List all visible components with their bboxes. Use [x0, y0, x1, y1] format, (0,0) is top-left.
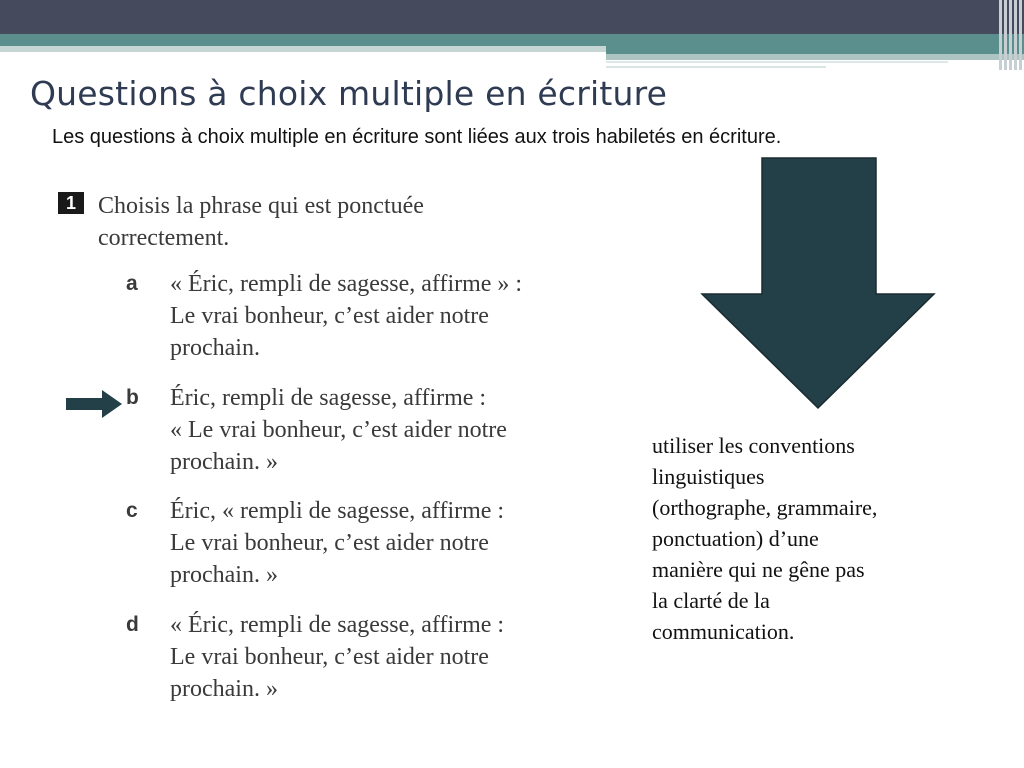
option-line: Le vrai bonheur, c’est aider notre — [170, 530, 489, 556]
side-note-line: la clarté de la — [652, 588, 770, 613]
header-line-short — [606, 66, 826, 68]
option-line: Le vrai bonheur, c’est aider notre — [170, 303, 489, 329]
header-stripes — [992, 0, 1022, 70]
header-bar-teal — [0, 34, 1024, 46]
option-letter: c — [126, 499, 138, 522]
side-note-line: utiliser les conventions — [652, 433, 855, 458]
side-note-line: ponctuation) d’une — [652, 526, 819, 551]
option-line: prochain. » — [170, 562, 278, 588]
option-line: Éric, rempli de sagesse, affirme : — [170, 385, 487, 411]
down-arrow-icon — [700, 156, 936, 412]
side-note-line: linguistiques — [652, 464, 765, 489]
option-letter: d — [126, 613, 139, 636]
side-note — [652, 430, 962, 647]
right-arrow-icon — [66, 390, 122, 418]
option-line: « Le vrai bonheur, c’est aider notre — [170, 417, 507, 443]
option-letter: b — [126, 386, 139, 409]
slide-subtitle: Les questions à choix multiple en écriture sont liées aux trois habiletés en écriture. — [52, 126, 782, 148]
question-prompt — [98, 190, 528, 254]
header-bar-step — [606, 46, 1024, 54]
header-bar-dark — [0, 0, 1024, 34]
option-letter: a — [126, 272, 138, 295]
option-line: « Éric, rempli de sagesse, affirme » : — [170, 271, 523, 297]
question-prompt-line: Choisis la phrase qui est ponctuée — [98, 193, 424, 219]
option-line: prochain. » — [170, 449, 278, 475]
side-note-line: communication. — [652, 619, 795, 644]
side-note-line: (orthographe, grammaire, — [652, 495, 878, 520]
question-number: 1 — [58, 192, 84, 214]
header-bar-step-light — [606, 54, 1024, 60]
option-line: Éric, « rempli de sagesse, affirme : — [170, 498, 505, 524]
option-line: « Éric, rempli de sagesse, affirme : — [170, 612, 505, 638]
option-line: prochain. » — [170, 676, 278, 702]
header-line — [606, 61, 948, 63]
slide-title: Questions à choix multiple en écriture — [30, 74, 668, 113]
option-line: prochain. — [170, 335, 260, 361]
option-line: Le vrai bonheur, c’est aider notre — [170, 644, 489, 670]
question-prompt-line: correctement. — [98, 225, 230, 251]
side-note-line: manière qui ne gêne pas — [652, 557, 865, 582]
